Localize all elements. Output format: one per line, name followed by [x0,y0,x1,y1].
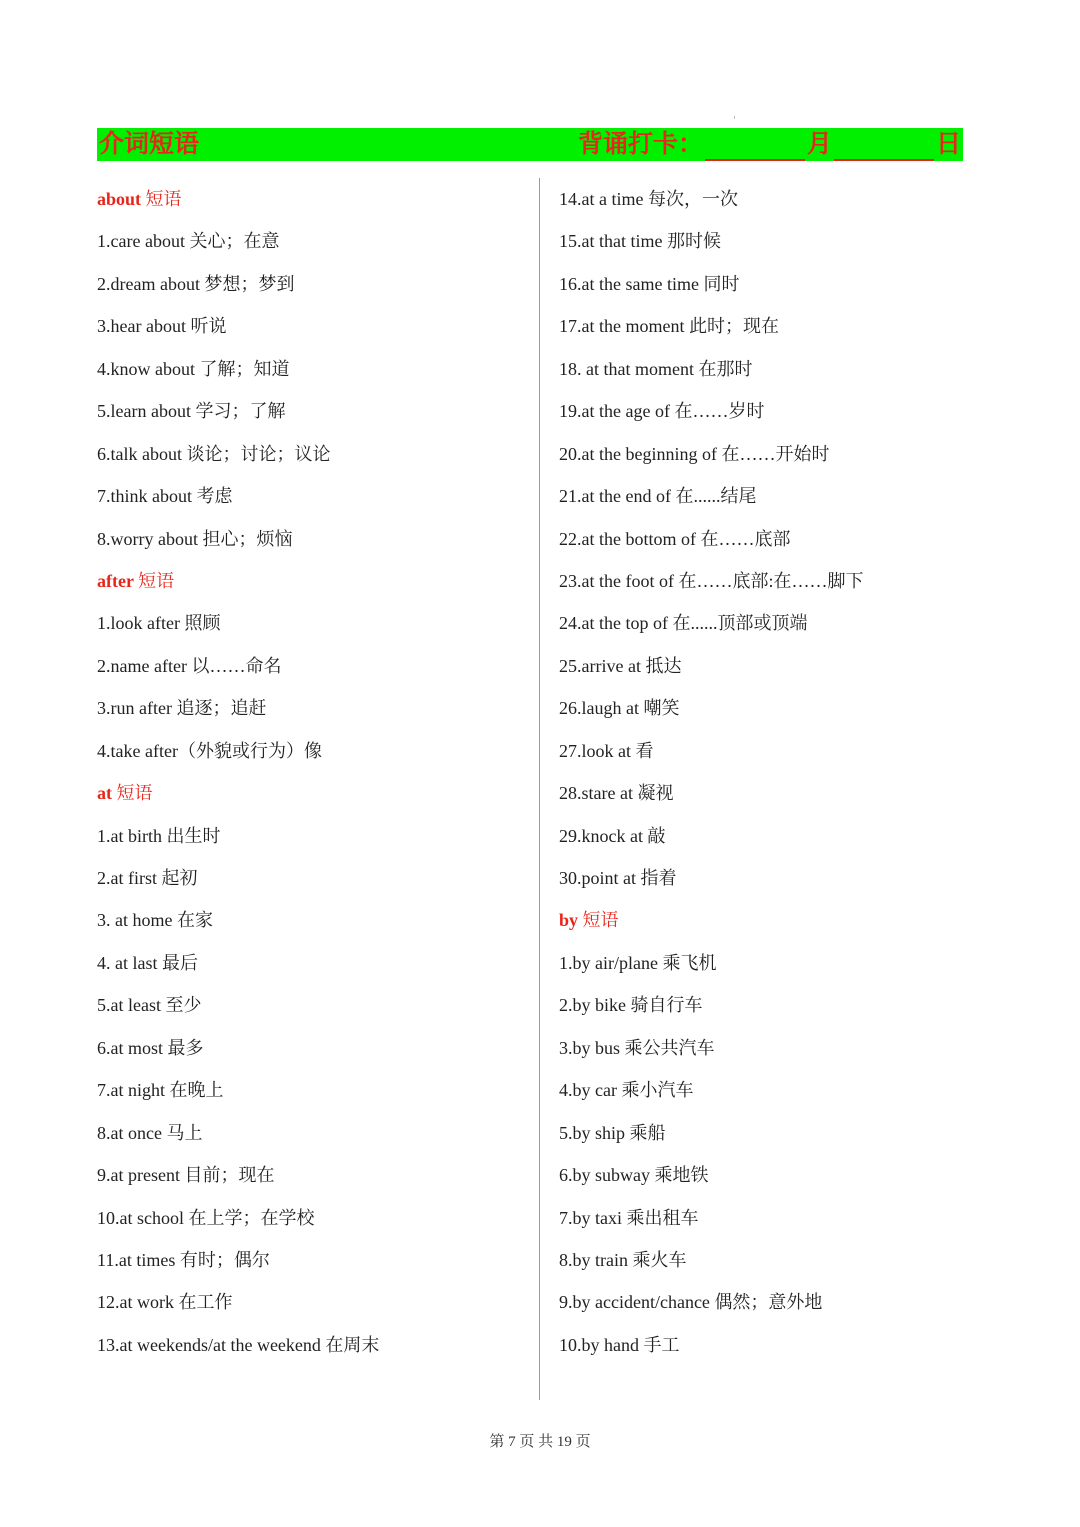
phrase-item: 13.at weekends/at the weekend 在周末 [97,1334,380,1355]
phrase-item: 5.at least 至少 [97,995,202,1016]
phrase-item: 21.at the end of 在......结尾 [559,486,757,507]
phrase-item: 7.at night 在晚上 [97,1080,224,1101]
phrase-item: 4.by car 乘小汽车 [559,1080,694,1101]
phrase-item: 7.by taxi 乘出租车 [559,1207,699,1228]
checkin-label: 背诵打卡： [577,131,703,158]
phrase-item: 6.by subway 乘地铁 [559,1165,709,1186]
day-label: 日 [935,131,961,158]
phrase-item: 3.run after 追逐；追赶 [97,698,267,719]
phrase-item: 11.at times 有时；偶尔 [97,1249,270,1270]
checkin-area [578,129,961,161]
phrase-item: 2.dream about 梦想；梦到 [97,273,295,294]
phrase-item: 17.at the moment 此时；现在 [559,316,779,337]
phrase-item: 12.at work 在工作 [97,1292,233,1313]
section-banner [97,128,963,161]
phrase-item: 1.at birth 出生时 [97,825,221,846]
phrase-item: 4. at last 最后 [97,952,198,973]
section-heading [559,899,979,941]
phrase-item: 8.at once 马上 [97,1122,203,1143]
right-column [559,178,979,1366]
section-heading [97,178,527,220]
phrase-item: 6.at most 最多 [97,1037,204,1058]
month-blank[interactable] [705,135,805,161]
phrase-item: 25.arrive at 抵达 [559,655,682,676]
phrase-item: 28.stare at 凝视 [559,783,674,804]
phrase-item: 19.at the age of 在……岁时 [559,401,765,422]
phrase-item: 30.point at 指着 [559,868,677,888]
phrase-item: 4.know about 了解；知道 [97,358,290,379]
phrase-item: 27.look at 看 [559,740,654,761]
phrase-item: 5.learn about 学习；了解 [97,401,286,422]
heading-word: after [97,570,134,591]
section-title: 介词短语 [99,131,200,158]
phrase-item: 20.at the beginning of 在……开始时 [559,443,830,464]
month-label: 月 [806,131,832,158]
phrase-item: 8.by train 乘火车 [559,1249,687,1270]
phrase-item: 7.think about 考虑 [97,486,233,507]
left-column [97,178,527,1366]
heading-suffix: 短语 [138,570,175,591]
phrase-item: 2.name after 以……命名 [97,655,282,676]
phrase-item: 9.by accident/chance 偶然；意外地 [559,1292,823,1313]
phrase-item: 22.at the bottom of 在……底部 [559,528,791,549]
phrase-item: 3.hear about 听说 [97,316,227,337]
heading-suffix: 短语 [145,189,182,209]
phrase-item: 1.by air/plane 乘飞机 [559,952,717,973]
phrase-item: 8.worry about 担心；烦恼 [97,528,293,549]
phrase-item: 10.at school 在上学；在学校 [97,1207,315,1228]
phrase-item: 14.at a time 每次，一次 [559,189,738,209]
heading-word: by [559,910,579,931]
phrase-item: 3.by bus 乘公共汽车 [559,1037,715,1058]
phrase-item: 16.at the same time 同时 [559,273,740,294]
section-heading [97,560,527,602]
day-blank[interactable] [834,135,934,161]
phrase-item: 5.by ship 乘船 [559,1122,666,1143]
phrase-item: 29.knock at 敲 [559,825,666,846]
phrase-item: 9.at present 目前；现在 [97,1165,275,1186]
phrase-item: 2.at first 起初 [97,868,198,888]
phrase-item: 18. at that moment 在那时 [559,358,753,379]
heading-word: about [97,189,142,209]
phrase-item: 26.laugh at 嘲笑 [559,698,680,719]
page-footer: 第 7 页 共 19 页 [489,1434,591,1450]
phrase-item: 1.look after 照顾 [97,613,221,634]
phrase-item: 24.at the top of 在......顶部或顶端 [559,613,808,634]
scan-mark [734,116,735,119]
heading-suffix: 短语 [582,910,619,931]
heading-word: at [97,783,112,804]
column-divider [539,178,540,1400]
phrase-item: 10.by hand 手工 [559,1334,680,1355]
phrase-item: 23.at the foot of 在……底部:在……脚下 [559,570,864,591]
section-heading [97,772,527,814]
phrase-item: 6.talk about 谈论；讨论；议论 [97,443,331,464]
phrase-item: 3. at home 在家 [97,910,213,931]
heading-suffix: 短语 [116,783,153,804]
phrase-item: 4.take after（外貌或行为）像 [97,740,322,761]
phrase-item: 1.care about 关心；在意 [97,231,280,252]
phrase-item: 15.at that time 那时候 [559,231,721,252]
phrase-item: 2.by bike 骑自行车 [559,995,703,1016]
